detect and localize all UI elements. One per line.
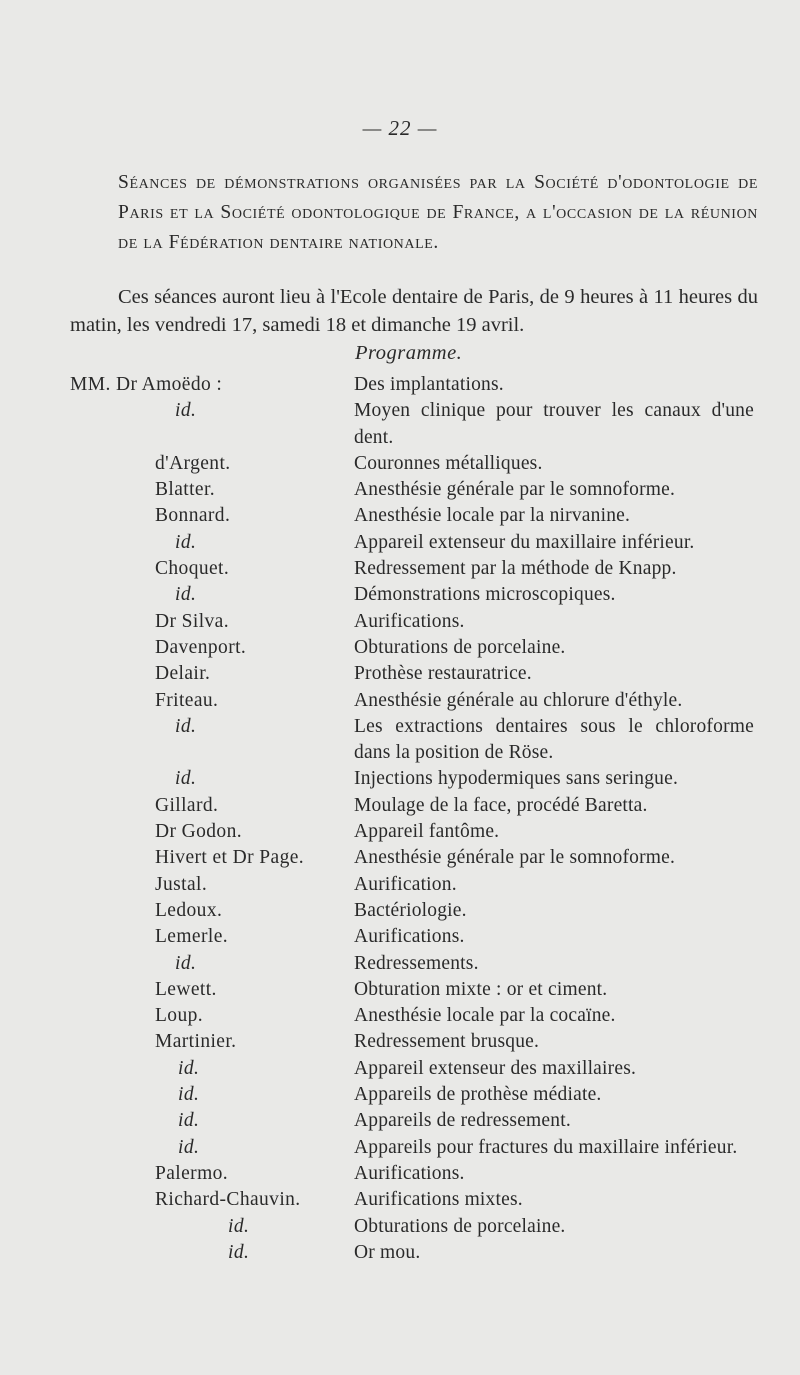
demonstration-topic: Aurifications mixtes. [354,1189,523,1211]
presenter-name: id. [175,715,197,737]
program-entry [0,1240,800,1266]
presenter-name: id. [175,952,197,974]
demonstration-topic: Couronnes métalliques. [354,452,543,474]
program-entry [0,582,800,608]
demonstration-topic: Démonstrations microscopiques. [354,584,616,606]
program-entry [0,688,800,714]
program-entry [0,845,800,871]
presenter-name: id. [178,1084,200,1106]
program-entry [0,1187,800,1213]
presenter-name: Davenport. [155,636,247,658]
program-entry [0,924,800,950]
demonstration-topic: Appareils de redressement. [354,1110,571,1132]
demonstration-topic: Anesthésie locale par la cocaïne. [354,1005,616,1027]
presenter-name: Dr Godon. [155,821,243,843]
demonstration-topic: Les extractions dentaires sous le chloroforme dans la position de Röse. [354,715,754,764]
demonstration-topic: Appareil fantôme. [354,821,500,843]
demonstration-topic: Bactériologie. [354,899,467,921]
demonstration-topic: Appareils pour fractures du maxillaire inférieur. [354,1136,738,1158]
presenter-name: Blatter. [155,479,216,501]
presenter-name: Delair. [155,663,211,685]
presenter-name: Palermo. [155,1162,229,1184]
program-title: Programme. [355,342,463,364]
demonstration-topic: Obturations de porcelaine. [354,1215,566,1237]
program-entry [0,1214,800,1240]
program-entry [0,609,800,635]
program-entry [0,1108,800,1134]
presenter-name: Richard-Chauvin. [155,1189,301,1211]
presenter-name: id. [228,1215,250,1237]
presenter-name: d'Argent. [155,452,231,474]
presenter-name: Dr Silva. [155,610,230,632]
presenter-name: Lewett. [155,978,217,1000]
program-entry [0,1029,800,1055]
demonstration-topic: Redressement par la méthode de Knapp. [354,558,677,580]
presenter-name: Loup. [155,1005,204,1027]
presenter-name: id. [178,1110,200,1132]
presenter-name: Lemerle. [155,926,229,948]
program-entry [0,398,800,451]
program-entry [0,977,800,1003]
presenter-name: Friteau. [155,689,219,711]
program-entry [0,477,800,503]
presenter-name: MM. Dr Amoëdo : [70,374,223,395]
demonstration-topic: Redressement brusque. [354,1031,540,1053]
demonstration-topic: Obturation mixte : or et ciment. [354,978,608,1000]
demonstration-topic: Des implantations. [354,374,504,395]
program-list [0,372,800,1266]
program-entry [0,714,800,767]
program-entry [0,766,800,792]
demonstration-topic: Appareils de prothèse médiate. [354,1084,602,1106]
demonstration-topic: Moulage de la face, procédé Baretta. [354,794,648,816]
section-heading: Séances de démonstrations organisées par la Société d'odontologie de Paris et la Société odontologique de France, a l'occasion de la réunion de la Fédération dentaire nationale. [118,172,758,253]
program-entry [0,661,800,687]
program-entry [0,819,800,845]
presenter-name: Bonnard. [155,505,231,527]
demonstration-topic: Prothèse restauratrice. [354,663,532,685]
presenter-name: id. [175,768,197,790]
presenter-name: Choquet. [155,558,230,580]
demonstration-topic: Aurifications. [354,926,465,948]
program-entry [0,503,800,529]
demonstration-topic: Obturations de porcelaine. [354,636,566,658]
demonstration-topic: Or mou. [354,1241,421,1263]
program-entry [0,530,800,556]
program-entry [0,872,800,898]
program-entry [0,898,800,924]
demonstration-topic: Anesthésie générale au chlorure d'éthyle. [354,689,683,711]
intro-paragraph: Ces séances auront lieu à l'Ecole dentaire de Paris, de 9 heures à 11 heures du matin, les vendredi 17, samedi 18 et dimanche 19 avril. [70,286,758,336]
demonstration-topic: Moyen clinique pour trouver les canaux d'une dent. [354,400,754,448]
program-entry [0,556,800,582]
program-entry [0,372,800,398]
demonstration-topic: Aurification. [354,873,457,895]
demonstration-topic: Anesthésie générale par le somnoforme. [354,479,676,501]
program-entry [0,1082,800,1108]
program-entry [0,1003,800,1029]
presenter-name: Martinier. [155,1031,237,1053]
program-entry [0,451,800,477]
presenter-name: Hivert et Dr Page. [155,847,305,869]
demonstration-topic: Anesthésie locale par la nirvanine. [354,505,631,527]
demonstration-topic: Appareil extenseur du maxillaire inférieur. [354,531,695,553]
demonstration-topic: Anesthésie générale par le somnoforme. [354,847,676,869]
demonstration-topic: Appareil extenseur des maxillaires. [354,1057,637,1079]
demonstration-topic: Aurifications. [354,1162,465,1184]
program-entry [0,1161,800,1187]
presenter-name: id. [175,400,197,422]
program-entry [0,951,800,977]
presenter-name: Ledoux. [155,899,223,921]
presenter-name: id. [175,531,197,553]
presenter-name: id. [178,1057,200,1079]
presenter-name: Justal. [155,873,208,895]
presenter-name: id. [228,1241,250,1263]
presenter-name: Gillard. [155,794,219,816]
page-number: — 22 — [362,116,438,140]
demonstration-topic: Aurifications. [354,610,465,632]
program-entry [0,793,800,819]
presenter-name: id. [175,584,197,606]
program-entry [0,1135,800,1161]
demonstration-topic: Injections hypodermiques sans seringue. [354,768,679,790]
presenter-name: id. [178,1136,200,1158]
program-entry [0,635,800,661]
program-entry [0,1056,800,1082]
demonstration-topic: Redressements. [354,952,479,974]
